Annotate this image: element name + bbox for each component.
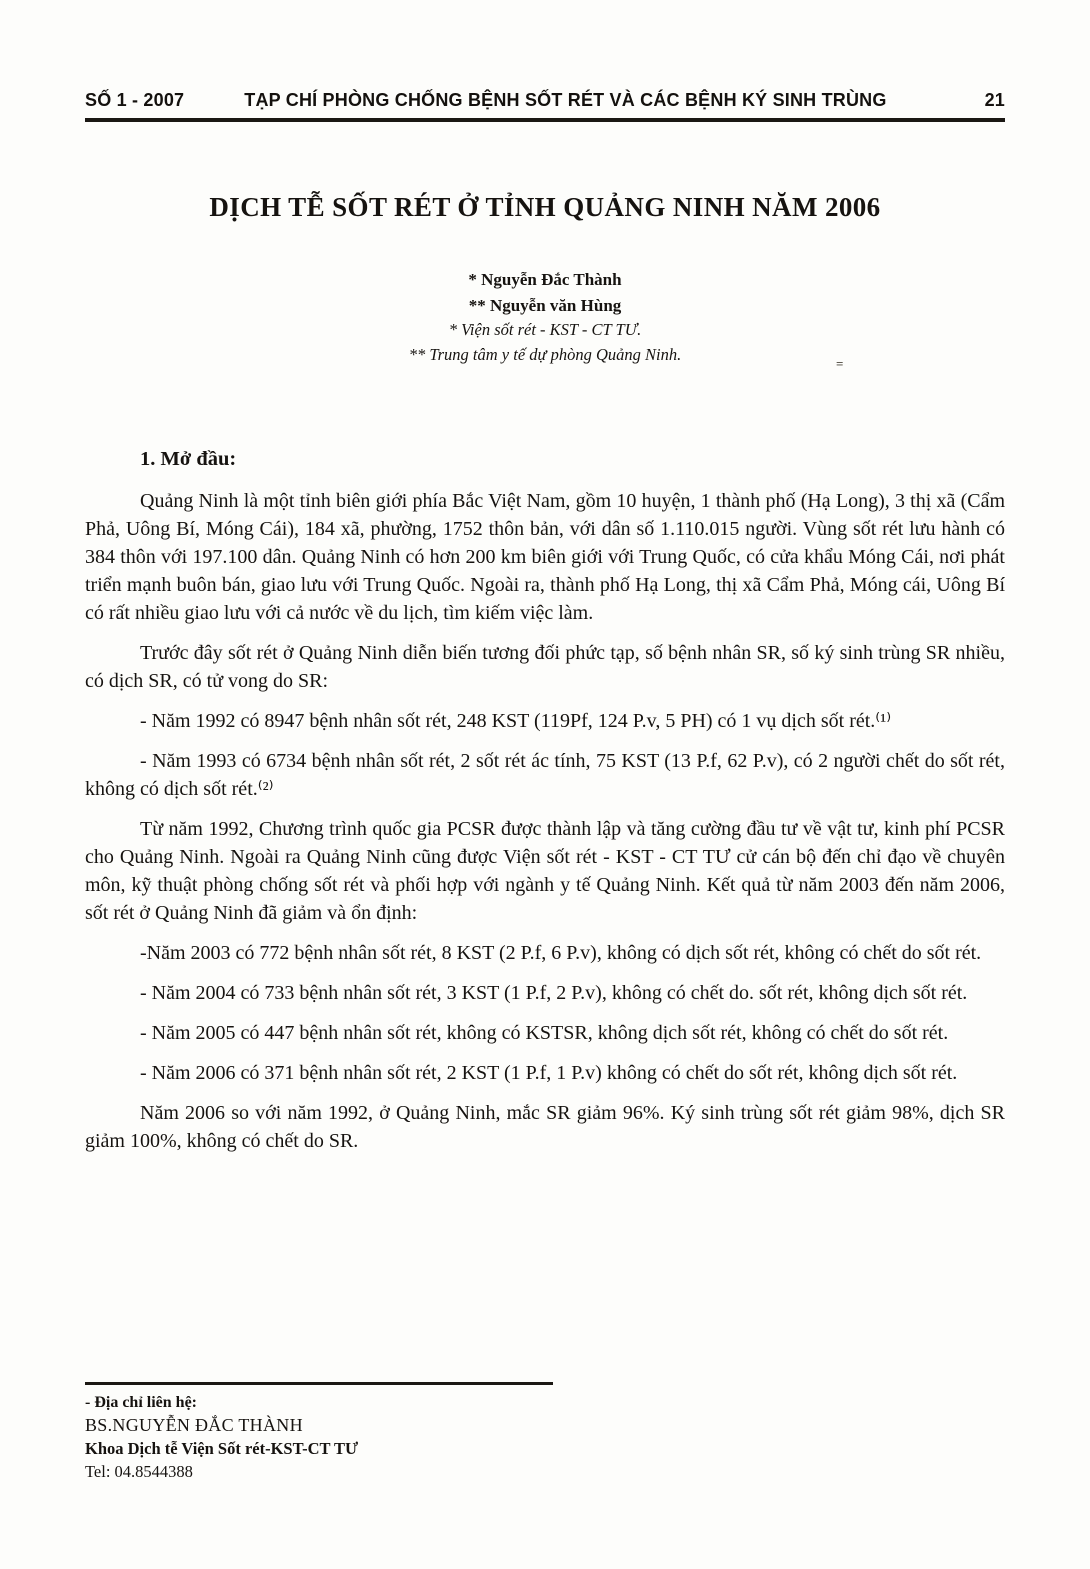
contact-department: Khoa Dịch tễ Viện Sốt rét-KST-CT TƯ	[85, 1439, 359, 1458]
paragraph-3: - Năm 1992 có 8947 bệnh nhân sốt rét, 248 KST (119Pf, 124 P.v, 5 PH) có 1 vụ dịch sốt rét.⁽¹⁾	[140, 709, 892, 732]
author-1: * Nguyễn Đắc Thành	[468, 270, 622, 289]
affiliation-1: * Viện sốt rét - KST - CT TƯ.	[448, 320, 642, 339]
article-title: DỊCH TỄ SỐT RÉT Ở TỈNH QUẢNG NINH NĂM 2006	[209, 192, 881, 222]
paragraph-10: Năm 2006 so với năm 1992, ở Quảng Ninh, mắc SR giảm 96%. Ký sinh trùng sốt rét giảm 98%, dịch SR giảm 100%, không có chết do SR.	[85, 1101, 1005, 1152]
footer-rule	[85, 1382, 553, 1385]
contact-label: - Địa chỉ liên hệ:	[85, 1394, 197, 1411]
paragraph-7: - Năm 2004 có 733 bệnh nhân sốt rét, 3 KST (1 P.f, 2 P.v), không có chết do. sốt rét, không dịch sốt rét.	[140, 981, 968, 1004]
paragraph-8: - Năm 2005 có 447 bệnh nhân sốt rét, không có KSTSR, không dịch sốt rét, không có chết do sốt rét.	[140, 1021, 949, 1044]
journal-title: TẠP CHÍ PHÒNG CHỐNG BỆNH SỐT RÉT VÀ CÁC BỆNH KÝ SINH TRÙNG	[244, 90, 887, 110]
issue-number: SỐ 1 - 2007	[85, 90, 185, 110]
paragraph-9: - Năm 2006 có 371 bệnh nhân sốt rét, 2 KST (1 P.f, 1 P.v) không có chết do sốt rét, không dịch sốt rét.	[140, 1061, 958, 1084]
contact-name: BS.NGUYỄN ĐẮC THÀNH	[85, 1415, 303, 1435]
scan-artifact-mark: =	[836, 356, 844, 371]
contact-footer	[85, 1382, 1005, 1482]
paragraph-4: - Năm 1993 có 6734 bệnh nhân sốt rét, 2 sốt rét ác tính, 75 KST (13 P.f, 62 P.v), có 2 người chết do sốt rét, không có dịch sốt rét.⁽²⁾	[85, 749, 1005, 800]
article-body	[85, 487, 1005, 1155]
page-header	[85, 90, 1005, 122]
contact-telephone: Tel: 04.8544388	[85, 1462, 193, 1481]
author-2: ** Nguyễn văn Hùng	[468, 295, 622, 315]
paragraph-2: Trước đây sốt rét ở Quảng Ninh diễn biến tương đối phức tạp, số bệnh nhân SR, số ký sinh trùng SR nhiều, có dịch SR, có tử vong do SR:	[85, 641, 1005, 692]
paragraph-5: Từ năm 1992, Chương trình quốc gia PCSR được thành lập và tăng cường đầu tư về vật tư, kinh phí PCSR cho Quảng Ninh. Ngoài ra Quảng Ninh cũng được Viện sốt rét - KST - CT TƯ cử cán bộ đến chỉ đạo về chuyên môn, kỹ thuật phòng chống sốt rét và phối hợp với ngành y tế Quảng Ninh. Kết quả từ năm 2003 đến năm 2006, sốt rét ở Quảng Ninh đã giảm và ổn định:	[85, 817, 1005, 924]
header-rule	[85, 118, 1005, 122]
section-heading-intro: 1. Mở đầu:	[140, 447, 237, 470]
author-block	[85, 267, 1005, 368]
paragraph-1: Quảng Ninh là một tỉnh biên giới phía Bắc Việt Nam, gồm 10 huyện, 1 thành phố (Hạ Long), 3 thị xã (Cẩm Phả, Uông Bí, Móng Cái), 184 xã, phường, 1752 thôn bản, với dân số 1.110.015 người. Vùng sốt rét lưu hành có 384 thôn với 197.100 dân. Quảng Ninh có hơn 200 km biên giới với Trung Quốc, có cửa khẩu Móng Cái, nơi phát triển mạnh buôn bán, giao lưu với Trung Quốc. Ngoài ra, thành phố Hạ Long, thị xã Cẩm Phả, Móng cái, Uông Bí có rất nhiều giao lưu với cả nước về du lịch, tìm kiếm việc làm.	[85, 489, 1005, 624]
page-number: 21	[984, 90, 1005, 110]
affiliation-2: ** Trung tâm y tế dự phòng Quảng Ninh.	[408, 344, 682, 364]
paragraph-6: -Năm 2003 có 772 bệnh nhân sốt rét, 8 KST (2 P.f, 6 P.v), không có dịch sốt rét, không có chết do sốt rét.	[140, 941, 982, 964]
running-head	[85, 90, 1005, 111]
